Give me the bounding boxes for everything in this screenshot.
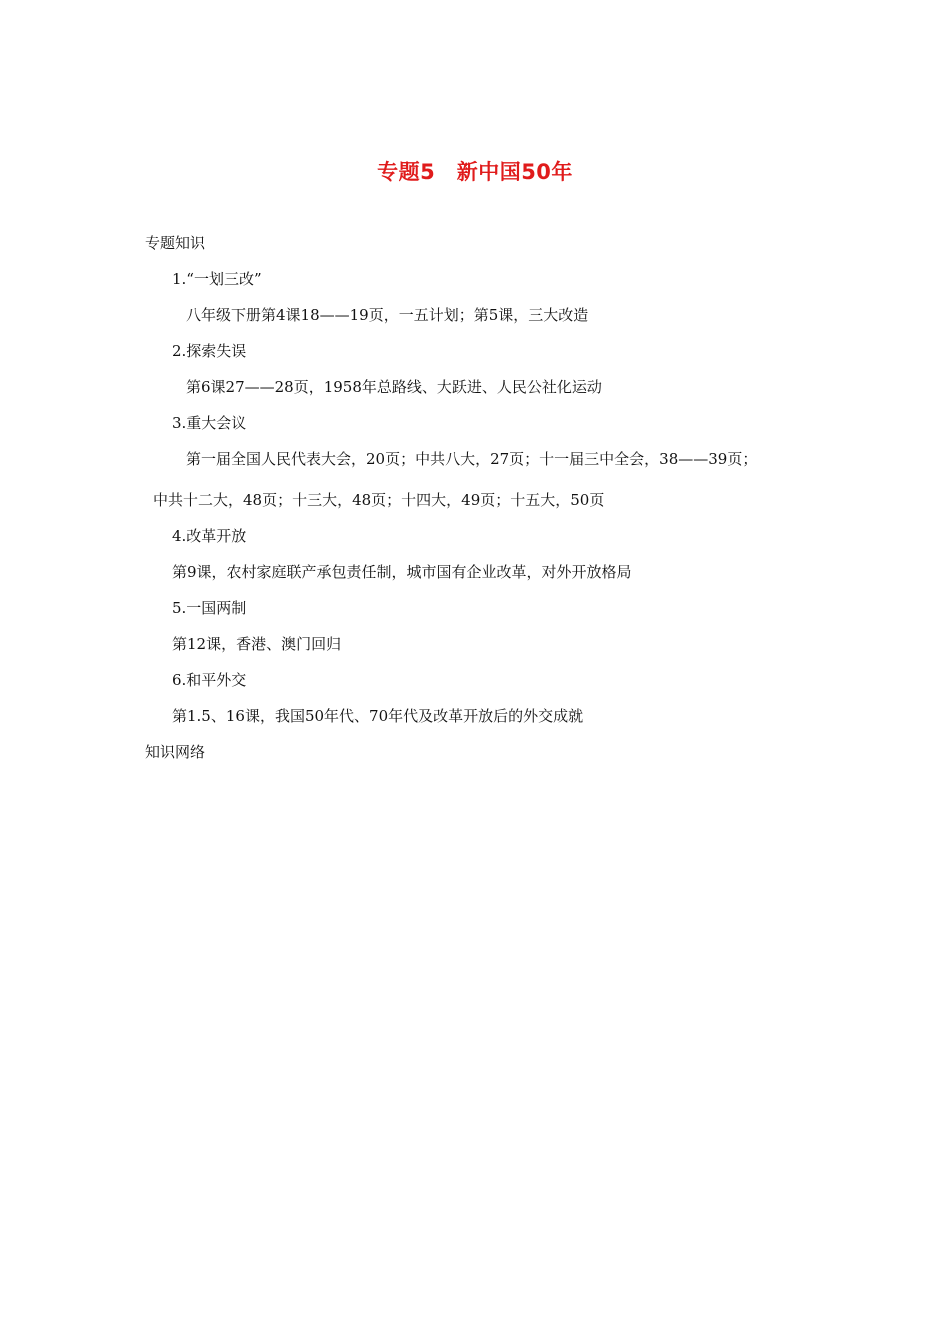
item-text: 第6课27——28页，1958年总路线、大跃进、人民公社化运动	[186, 378, 602, 396]
item-text: 第12课，香港、澳门回归	[172, 635, 342, 653]
item-heading: 4.改革开放	[172, 527, 247, 545]
item-heading: 2.探索失误	[172, 342, 247, 360]
item-text: 中共十二大，48页；十三大，48页；十四大，49页；十五大，50页	[153, 491, 605, 509]
item-heading: 5.一国两制	[172, 599, 247, 617]
page-title: 专题5 新中国50年	[377, 160, 573, 184]
item-heading: 6.和平外交	[172, 671, 247, 689]
item-text: 第9课，农村家庭联产承包责任制，城市国有企业改革，对外开放格局	[172, 563, 632, 581]
item-text: 第一届全国人民代表大会，20页；中共八大，27页；十一届三中全会，38——39页；	[186, 450, 758, 468]
item-heading: 3.重大会议	[172, 414, 247, 432]
item-heading: 1.“一划三改”	[172, 270, 262, 288]
item-text: 第1.5、16课，我国50年代、70年代及改革开放后的外交成就	[172, 707, 584, 725]
section-heading-network: 知识网络	[145, 743, 206, 761]
section-heading-knowledge: 专题知识	[145, 234, 206, 252]
item-text: 八年级下册第4课18——19页，一五计划；第5课，三大改造	[186, 306, 589, 324]
